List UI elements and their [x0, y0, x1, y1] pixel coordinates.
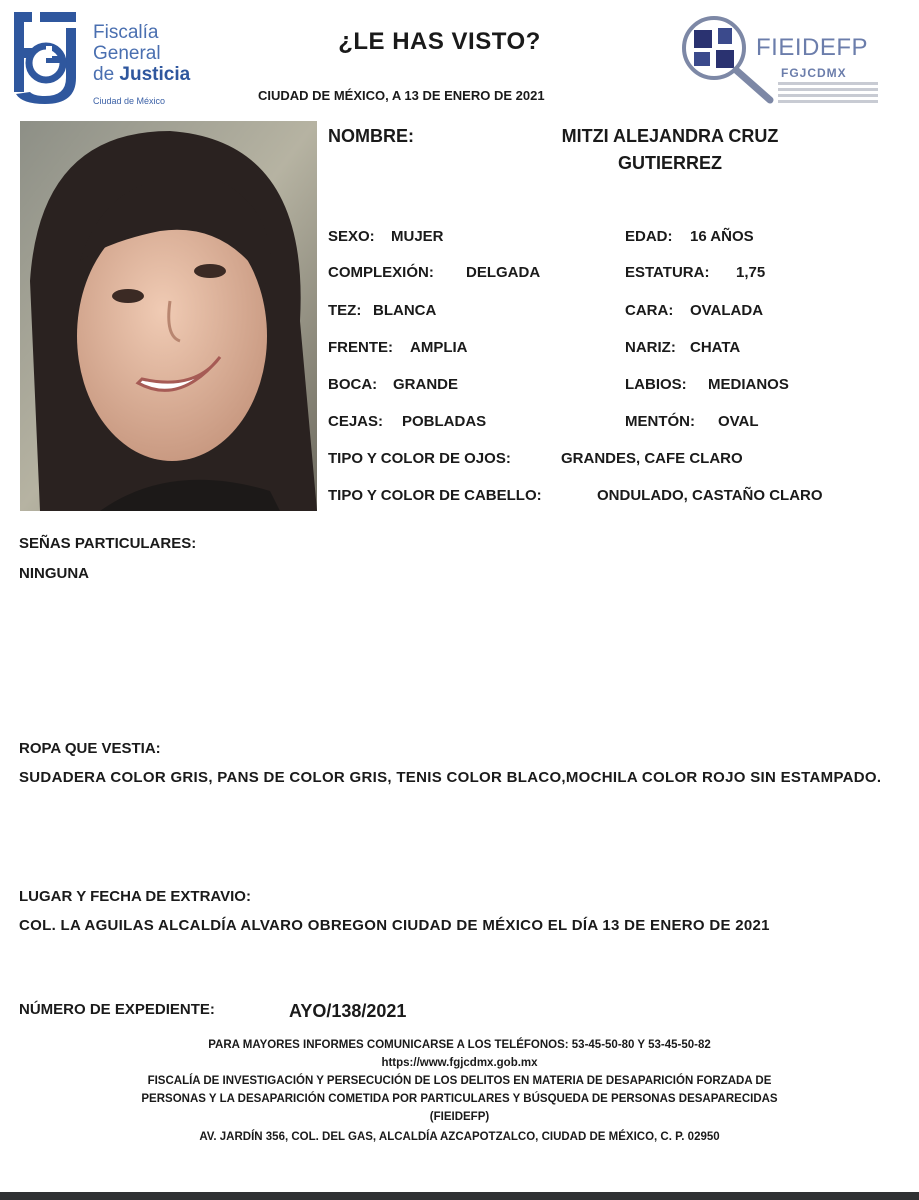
fieidefp-logo	[678, 14, 888, 114]
cara-label: CARA:	[625, 302, 674, 319]
name-label: NOMBRE:	[328, 126, 414, 146]
lugar-value: COL. LA AGUILAS ALCALDÍA ALVARO OBREGON CIUDAD DE MÉXICO EL DÍA 13 DE ENERO DE 2021	[19, 917, 770, 934]
poster-title-text: ¿LE HAS VISTO?	[338, 28, 541, 55]
sexo-value: MUJER	[391, 228, 444, 245]
fieidefp-name: FIEIDEFP	[756, 34, 869, 61]
agency-line-1: Fiscalía	[93, 22, 159, 43]
footer-agency-acronym: (FIEIDEFP)	[429, 1111, 490, 1123]
frente-value: AMPLIA	[410, 339, 468, 356]
cabello-label: TIPO Y COLOR DE CABELLO:	[328, 487, 542, 504]
footer-agency-line-1: FISCALÍA DE INVESTIGACIÓN Y PERSECUCIÓN DE LOS DELITOS EN MATERIA DE DESAPARICIÓN FORZADA DE	[147, 1075, 772, 1087]
tez-label: TEZ:	[328, 302, 362, 319]
ropa-value: SUDADERA COLOR GRIS, PANS DE COLOR GRIS, TENIS COLOR BLACO,MOCHILA COLOR ROJO SIN ESTAMPADO.	[19, 769, 882, 786]
missing-person-photo	[20, 121, 317, 511]
footer-address: AV. JARDÍN 356, COL. DEL GAS, ALCALDÍA AZCAPOTZALCO, CIUDAD DE MÉXICO, C. P. 02950	[199, 1131, 720, 1143]
cabello-value: ONDULADO, CASTAÑO CLARO	[597, 487, 823, 504]
agency-line-3-prefix: de	[93, 64, 120, 85]
magnifier-puzzle-icon	[678, 14, 778, 114]
name-line-1: MITZI ALEJANDRA CRUZ	[561, 126, 779, 146]
tez-value: BLANCA	[373, 302, 437, 319]
menton-label: MENTÓN:	[625, 413, 695, 430]
edad-label: EDAD:	[625, 228, 673, 245]
boca-value: GRANDE	[393, 376, 459, 393]
fgj-emblem-icon	[10, 8, 80, 108]
agency-city: Ciudad de México	[93, 96, 166, 106]
agency-line-3	[93, 64, 190, 85]
portrait-image	[20, 121, 317, 511]
cara-value: OVALADA	[690, 302, 764, 319]
senas-value: NINGUNA	[19, 565, 89, 582]
senas-label: SEÑAS PARTICULARES:	[19, 535, 197, 552]
footer-phones: PARA MAYORES INFORMES COMUNICARSE A LOS TELÉFONOS: 53-45-50-80 Y 53-45-50-82	[208, 1039, 711, 1051]
nariz-value: CHATA	[690, 339, 741, 356]
labios-value: MEDIANOS	[708, 376, 789, 393]
edad-value: 16 AÑOS	[690, 228, 754, 245]
cejas-label: CEJAS:	[328, 413, 384, 430]
boca-label: BOCA:	[328, 376, 378, 393]
footer-agency-line-2: PERSONAS Y LA DESAPARICIÓN COMETIDA POR PARTICULARES Y BÚSQUEDA DE PERSONAS DESAPARECIDAS	[141, 1093, 778, 1105]
estatura-value: 1,75	[736, 264, 766, 281]
estatura-label: ESTATURA:	[625, 264, 710, 281]
ropa-label: ROPA QUE VESTIA:	[19, 740, 161, 757]
complexion-label: COMPLEXIÓN:	[328, 264, 434, 281]
fgj-logo	[10, 8, 200, 112]
fgjcdmx-label: FGJCDMX	[781, 66, 847, 80]
lugar-label: LUGAR Y FECHA DE EXTRAVIO:	[19, 888, 251, 905]
labios-label: LABIOS:	[625, 376, 687, 393]
complexion-value: DELGADA	[466, 264, 541, 281]
agency-line-3-strong: Justicia	[119, 64, 191, 85]
bottom-edge-bar	[0, 1192, 919, 1200]
sexo-label: SEXO:	[328, 228, 375, 245]
footer	[0, 1036, 919, 1146]
expediente-label: NÚMERO DE EXPEDIENTE:	[19, 1001, 215, 1018]
nariz-label: NARIZ:	[625, 339, 676, 356]
ojos-value: GRANDES, CAFE CLARO	[561, 450, 743, 467]
cejas-value: POBLADAS	[402, 413, 487, 430]
person-name	[520, 126, 820, 174]
date-line: CIUDAD DE MÉXICO, A 13 DE ENERO DE 2021	[258, 88, 545, 103]
name-line-2: GUTIERREZ	[617, 153, 722, 173]
expediente-value: AYO/138/2021	[289, 1001, 407, 1021]
agency-line-2: General	[93, 43, 161, 64]
logo-fine-print	[778, 82, 878, 106]
frente-label: FRENTE:	[328, 339, 393, 356]
menton-value: OVAL	[718, 413, 759, 430]
footer-website: https://www.fgjcdmx.gob.mx	[381, 1057, 538, 1069]
ojos-label: TIPO Y COLOR DE OJOS:	[328, 450, 511, 467]
